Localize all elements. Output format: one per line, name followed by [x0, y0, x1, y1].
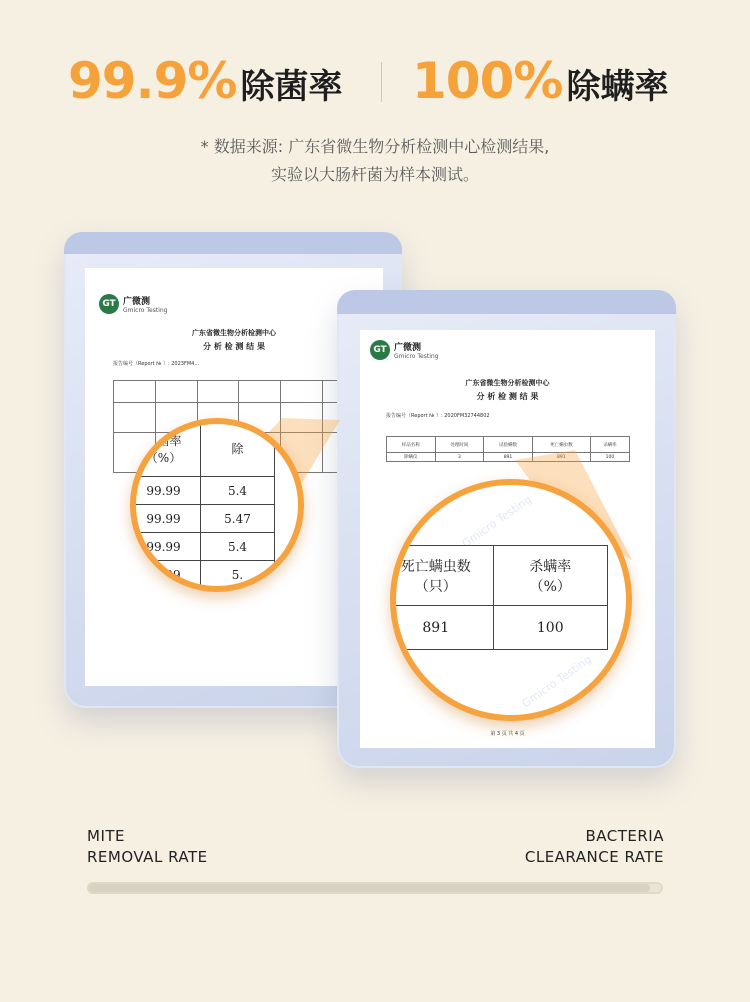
col-rate-unit: （%） — [529, 578, 571, 595]
doc-center-name: 广东省微生物分析检测中心 — [192, 328, 276, 337]
source-line-2: 实验以大肠杆菌为样本测试。 — [270, 165, 479, 184]
mini-cell: 891 — [484, 453, 533, 462]
report-number: 报告编号（Report № ）: 2020FM32744802 — [386, 413, 490, 419]
caption-bacteria — [525, 826, 664, 868]
zoom-cell: 5. — [201, 561, 275, 589]
zoom-cell: 99.99 — [130, 505, 201, 533]
zoom-cell: 99.99 — [130, 477, 201, 505]
col-dead-header — [390, 546, 493, 606]
report-number: 报告编号（Report № ）: 2023FM4... — [113, 361, 200, 367]
zoom-cell: 5.47 — [201, 505, 275, 533]
kill-rate-cell: 100 — [493, 606, 607, 650]
zoom-cell: 5.4 — [201, 533, 275, 561]
col-dead-unit: （只） — [414, 578, 457, 595]
doc-center-name: 广东省微生物分析检测中心 — [465, 378, 550, 387]
watermark-text: Gmicro Testing — [519, 652, 594, 711]
col-rate-label: 杀螨率 — [529, 558, 572, 575]
zoom-cell: 99.99 — [130, 533, 201, 561]
source-line-1: * 数据来源: 广东省微生物分析检测中心检测结果, — [200, 137, 550, 156]
doc-title: 分 析 检 测 结 果 — [476, 391, 539, 401]
zoom-header-cell-2: 除 — [201, 421, 275, 477]
result-table-mini: 样品名称 处理时间 试验螨数 死亡螨虫数 杀螨率 除螨仪 3 891 100 — [386, 436, 630, 462]
page-number: 第 3 页 共 4 页 — [490, 731, 525, 737]
caption-mite-line1: MITE — [87, 827, 126, 845]
mini-cell: 100 — [590, 453, 629, 462]
col-dead-label: 死亡螨虫数 — [400, 558, 471, 575]
caption-bacteria-line1: BACTERIA — [585, 827, 664, 845]
zoom-cell: 5.4 — [201, 477, 275, 505]
mini-cell: 除螨仪 — [387, 453, 436, 462]
mite-rate-label: 除螨率 — [566, 67, 669, 107]
progress-bar-fill — [89, 884, 650, 892]
logo-cn-text: 广微测 — [394, 343, 422, 353]
caption-mite-line2: REMOVAL RATE — [87, 848, 208, 866]
zoom-cell: 99.99 — [130, 561, 201, 589]
progress-bar — [87, 882, 663, 894]
col-header-rate: 除菌率 — [145, 433, 182, 448]
logo-en-text: Gmicro Testing — [123, 307, 168, 314]
zoom-table-bacteria — [130, 420, 275, 589]
col-rate-header — [493, 546, 607, 606]
mite-rate-value: 100% — [412, 52, 563, 110]
caption-mite — [87, 826, 208, 868]
mini-cell: 3 — [435, 453, 484, 462]
watermark-text: Gmicro Testing — [459, 492, 534, 551]
bacteria-rate-label: 除菌率 — [240, 67, 343, 107]
gt-logo-icon: GT — [99, 294, 119, 314]
magnifier-right — [390, 479, 632, 721]
gt-logo-icon: GT — [370, 340, 390, 360]
zoom-table-mite — [390, 545, 608, 650]
caption-bacteria-line2: CLEARANCE RATE — [524, 848, 664, 866]
magnifier-left — [130, 418, 304, 592]
col-header-unit: （%） — [145, 450, 182, 465]
logo-cn-text: 广微测 — [123, 297, 151, 307]
dead-count-cell: 891 — [390, 606, 493, 650]
doc-title: 分 析 检 测 结 果 — [203, 341, 265, 351]
bacteria-rate-value: 99.9% — [68, 52, 237, 110]
zoom-header-cell — [130, 421, 201, 477]
logo-en-text: Gmicro Testing — [394, 353, 439, 360]
